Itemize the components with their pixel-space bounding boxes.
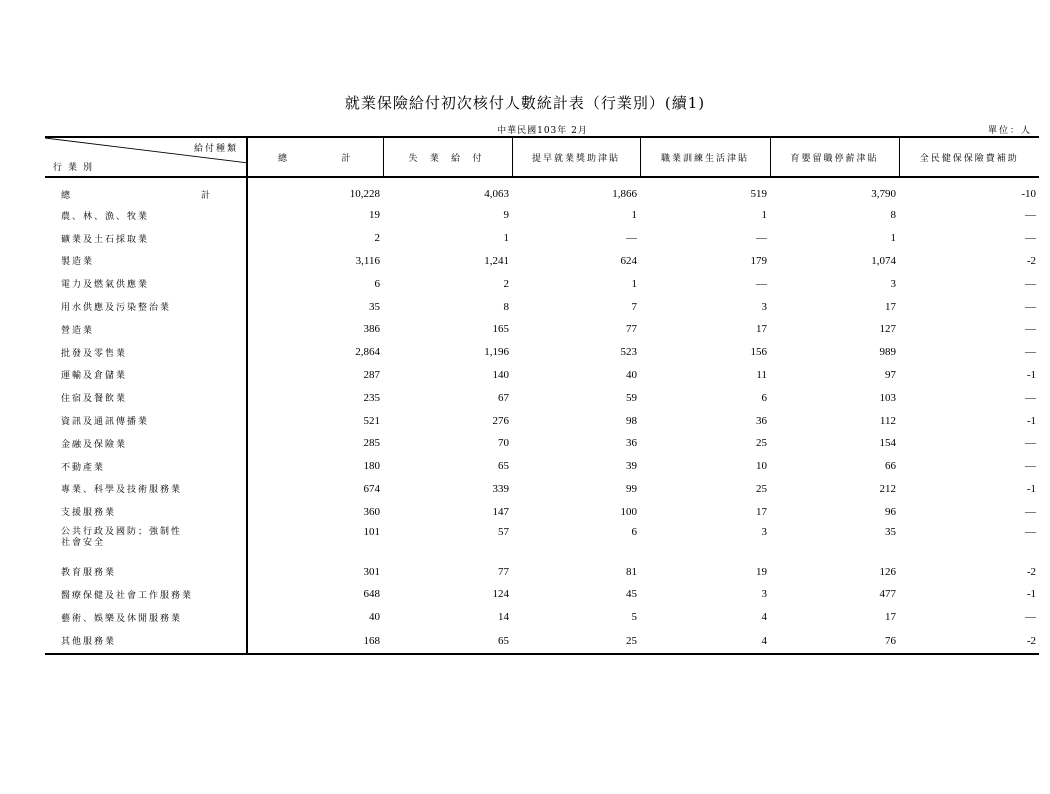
page-title: 就業保險給付初次核付人數統計表（行業別）(續1): [344, 94, 706, 112]
cell-health: -2: [899, 629, 1039, 654]
cell-total: 10,228: [349, 188, 380, 200]
table-row: [45, 272, 1039, 295]
table-row: [45, 629, 1039, 654]
cell-health: —: [1025, 437, 1036, 450]
cell-health: —: [1025, 232, 1036, 245]
cell-health: —: [1025, 323, 1036, 336]
cell-health: —: [1025, 505, 1036, 518]
row-label: 礦業及土石採取業: [45, 227, 247, 250]
cell-training: 3: [761, 526, 767, 539]
header-total-right: 計: [341, 152, 353, 163]
cell-unemployment: 65: [383, 629, 512, 654]
cell-parental: 97: [885, 368, 896, 381]
cell-training: 36: [756, 414, 767, 427]
row-label: 電力及燃氣供應業: [45, 272, 247, 295]
cell-early: 1: [631, 277, 637, 290]
cell-training: 1: [761, 209, 767, 222]
cell-health: —: [1025, 209, 1036, 222]
header-health-insurance: 全民健保保險費補助: [899, 137, 1039, 177]
cell-parental: 8: [890, 209, 896, 222]
cell-parental: 17: [885, 611, 896, 624]
cell-health: -2: [1026, 565, 1036, 578]
cell-training: 3: [761, 300, 767, 313]
cell-early: 100: [620, 505, 637, 518]
cell-parental: 212: [879, 482, 896, 495]
cell-unemployment: 1,241: [484, 254, 509, 267]
cell-training: 25: [756, 437, 767, 450]
table-row: [45, 500, 1039, 523]
cell-early: 81: [626, 565, 637, 578]
cell-total: 386: [363, 323, 380, 336]
row-label: 運輸及倉儲業: [45, 364, 247, 387]
cell-unemployment: 14: [498, 611, 509, 624]
cell-unemployment: 147: [492, 505, 509, 518]
cell-parental: 126: [879, 565, 896, 578]
cell-unemployment: 165: [492, 323, 509, 336]
cell-health: —: [1025, 611, 1036, 624]
cell-training: 156: [750, 346, 767, 359]
cell-early: 523: [620, 346, 637, 359]
cell-unemployment: 140: [492, 368, 509, 381]
cell-parental: 477: [879, 588, 896, 601]
table-row: [45, 523, 1039, 560]
cell-health: -1: [1026, 588, 1036, 601]
table-row: [45, 455, 1039, 478]
cell-health: -2: [1026, 254, 1036, 267]
header-unemp-char: 給: [451, 152, 463, 163]
cell-parental: 154: [879, 437, 896, 450]
table-row: [45, 250, 1039, 273]
cell-training: 17: [756, 323, 767, 336]
cell-unemployment: 9: [503, 209, 509, 222]
report-date: 中華民國103年 2月: [497, 126, 588, 136]
cell-early: 1: [631, 209, 637, 222]
cell-health: -1: [1026, 368, 1036, 381]
statistics-table: [45, 136, 1039, 655]
cell-early: 7: [631, 300, 637, 313]
row-label: 金融及保險業: [45, 432, 247, 455]
cell-unemployment: 77: [498, 565, 509, 578]
header-unemp-char: 業: [429, 152, 441, 163]
row-label-line: 社會安全: [61, 537, 106, 548]
cell-early: —: [626, 232, 637, 245]
row-label: 營造業: [45, 318, 247, 341]
cell-unemployment: 65: [498, 460, 509, 473]
header-unemployment: [383, 137, 512, 177]
cell-total: 6: [374, 277, 380, 290]
cell-health: -10: [1021, 188, 1036, 200]
cell-training: —: [756, 232, 767, 245]
cell-training: 25: [756, 482, 767, 495]
cell-training: 6: [761, 391, 767, 404]
cell-parental: 1: [890, 232, 896, 245]
cell-early: 25: [512, 629, 640, 654]
row-label: 批發及零售業: [45, 341, 247, 364]
header-total: [247, 137, 383, 177]
cell-health: —: [1025, 277, 1036, 290]
cell-parental: 3,790: [871, 188, 896, 200]
cell-training: 3: [761, 588, 767, 601]
cell-training: 11: [756, 368, 767, 381]
cell-total: 19: [369, 209, 380, 222]
unit-label: 單位：人: [987, 126, 1032, 136]
cell-parental: 66: [885, 460, 896, 473]
cell-total: 521: [363, 414, 380, 427]
cell-total: 2: [374, 232, 380, 245]
table-row: [45, 606, 1039, 629]
table-row: [45, 318, 1039, 341]
cell-health: —: [1025, 346, 1036, 359]
table-row: [45, 204, 1039, 227]
cell-early: 624: [620, 254, 637, 267]
table-row: [45, 478, 1039, 501]
cell-total: 235: [363, 391, 380, 404]
corner-benefit-type: 給付種類: [193, 143, 238, 153]
cell-health: —: [1025, 460, 1036, 473]
cell-total: 285: [363, 437, 380, 450]
cell-unemployment: 339: [492, 482, 509, 495]
cell-parental: 35: [885, 526, 896, 539]
row-label: 教育服務業: [45, 560, 247, 583]
cell-training: 179: [750, 254, 767, 267]
table-row: [45, 560, 1039, 583]
total-label-left: 總: [61, 189, 73, 200]
header-total-left: 總: [278, 152, 290, 163]
cell-early: 5: [631, 611, 637, 624]
cell-early: 36: [626, 437, 637, 450]
cell-total: 674: [363, 482, 380, 495]
cell-total: 301: [363, 565, 380, 578]
table-row: [45, 409, 1039, 432]
corner-industry: 行業別: [53, 162, 99, 172]
total-label-right: 計: [200, 189, 212, 200]
cell-training: 4: [761, 611, 767, 624]
cell-training: 19: [756, 565, 767, 578]
cell-total: 287: [363, 368, 380, 381]
row-label: 專業、科學及技術服務業: [45, 478, 247, 501]
table-row: [45, 177, 1039, 204]
cell-unemployment: 124: [492, 588, 509, 601]
cell-training: 519: [750, 188, 767, 200]
row-label-line: 公共行政及國防；強制性: [61, 526, 183, 537]
cell-early: 98: [626, 414, 637, 427]
cell-early: 59: [626, 391, 637, 404]
table-row: [45, 386, 1039, 409]
cell-total: 648: [363, 588, 380, 601]
cell-parental: 96: [885, 505, 896, 518]
cell-health: —: [1025, 300, 1036, 313]
table-row: [45, 341, 1039, 364]
row-label: 用水供應及污染整治業: [45, 295, 247, 318]
row-label-total: [45, 177, 247, 204]
cell-early: 40: [626, 368, 637, 381]
cell-parental: 989: [879, 346, 896, 359]
table-row: [45, 364, 1039, 387]
table-row: [45, 295, 1039, 318]
cell-health: -1: [1026, 414, 1036, 427]
row-label-multiline: [45, 523, 247, 560]
row-label: 農、林、漁、牧業: [45, 204, 247, 227]
cell-parental: 3: [890, 277, 896, 290]
header-early-employment: 提早就業獎助津貼: [512, 137, 640, 177]
cell-training: 4: [640, 629, 770, 654]
row-label: 資訊及通訊傳播業: [45, 409, 247, 432]
header-training: 職業訓練生活津貼: [640, 137, 770, 177]
cell-training: 17: [756, 505, 767, 518]
cell-parental: 127: [879, 323, 896, 336]
cell-unemployment: 2: [503, 277, 509, 290]
cell-total: 101: [363, 526, 380, 539]
cell-unemployment: 67: [498, 391, 509, 404]
header-corner-cell: [45, 137, 247, 177]
cell-training: 10: [756, 460, 767, 473]
row-label: 藝術、娛樂及休閒服務業: [45, 606, 247, 629]
cell-unemployment: 4,063: [484, 188, 509, 200]
header-parental-leave: 育嬰留職停薪津貼: [770, 137, 899, 177]
row-label: 其他服務業: [45, 629, 247, 654]
cell-unemployment: 8: [503, 300, 509, 313]
cell-total: 35: [369, 300, 380, 313]
header-unemp-char: 付: [472, 152, 484, 163]
table-row: [45, 583, 1039, 606]
row-label: 支援服務業: [45, 500, 247, 523]
cell-early: 77: [626, 323, 637, 336]
cell-parental: 76: [770, 629, 899, 654]
row-label: 不動產業: [45, 455, 247, 478]
cell-health: —: [1025, 391, 1036, 404]
cell-parental: 17: [885, 300, 896, 313]
cell-unemployment: 57: [498, 526, 509, 539]
cell-early: 39: [626, 460, 637, 473]
cell-total: 40: [369, 611, 380, 624]
cell-parental: 1,074: [871, 254, 896, 267]
row-label: 製造業: [45, 250, 247, 273]
cell-total: 168: [247, 629, 383, 654]
cell-parental: 103: [879, 391, 896, 404]
cell-training: —: [756, 277, 767, 290]
row-label: 住宿及餐飲業: [45, 386, 247, 409]
cell-health: -1: [1026, 482, 1036, 495]
header-unemp-char: 失: [408, 152, 420, 163]
cell-unemployment: 1: [503, 232, 509, 245]
cell-total: 180: [363, 460, 380, 473]
table-header-row: [45, 137, 1039, 177]
cell-early: 99: [626, 482, 637, 495]
cell-total: 360: [363, 505, 380, 518]
cell-unemployment: 1,196: [484, 346, 509, 359]
cell-total: 3,116: [355, 254, 380, 267]
cell-early: 6: [631, 526, 637, 539]
cell-parental: 112: [879, 414, 896, 427]
cell-unemployment: 70: [498, 437, 509, 450]
cell-health: —: [1025, 526, 1036, 539]
cell-unemployment: 276: [492, 414, 509, 427]
cell-total: 2,864: [355, 346, 380, 359]
cell-early: 45: [626, 588, 637, 601]
table-row: [45, 432, 1039, 455]
row-label: 醫療保健及社會工作服務業: [45, 583, 247, 606]
cell-early: 1,866: [612, 188, 637, 200]
table-row: [45, 227, 1039, 250]
